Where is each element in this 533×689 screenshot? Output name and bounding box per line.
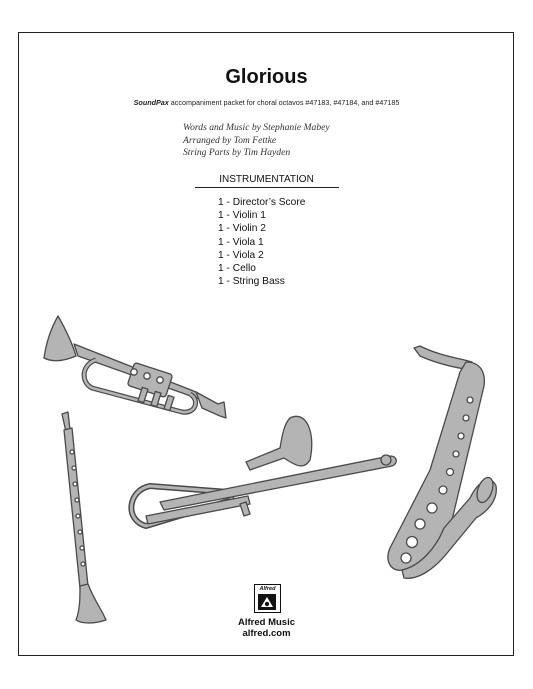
instrumentation-item: 1 - Director’s Score — [218, 197, 306, 208]
credit-arranger: Arranged by Tom Fettke — [183, 134, 277, 146]
credit-words-music: Words and Music by Stephanie Mabey — [183, 122, 330, 133]
publisher-url[interactable]: alfred.com — [242, 628, 291, 639]
saxophone-icon — [388, 346, 496, 578]
logo-emblem-icon — [258, 594, 276, 610]
subtitle-text: accompaniment packet for choral octavos #47183, #47184, and #47185 — [168, 98, 400, 107]
trombone-icon — [131, 416, 396, 526]
instrumentation-item: 1 - Violin 2 — [218, 223, 266, 235]
instrumentation-item: 1 - Violin 1 — [218, 210, 266, 222]
publisher-name: Alfred Music — [237, 617, 295, 628]
instrumentation-item: 1 - Cello — [218, 263, 256, 275]
page-title: Glorious — [225, 66, 308, 88]
instrumentation-item: 1 - String Bass — [218, 276, 285, 288]
alfred-logo — [254, 584, 281, 613]
logo-word: Alfred — [259, 586, 276, 592]
instrumentation-heading: INSTRUMENTATION — [219, 174, 314, 185]
instrumentation-item: 1 - Viola 1 — [218, 236, 264, 248]
clarinet-icon — [62, 412, 106, 623]
trumpet-icon — [44, 316, 226, 418]
subtitle-brand: SoundPax — [133, 98, 169, 107]
publisher — [0, 617, 533, 639]
instrumentation-item: 1 - Viola 2 — [218, 249, 264, 261]
credit-string-parts: String Parts by Tim Hayden — [183, 147, 291, 159]
